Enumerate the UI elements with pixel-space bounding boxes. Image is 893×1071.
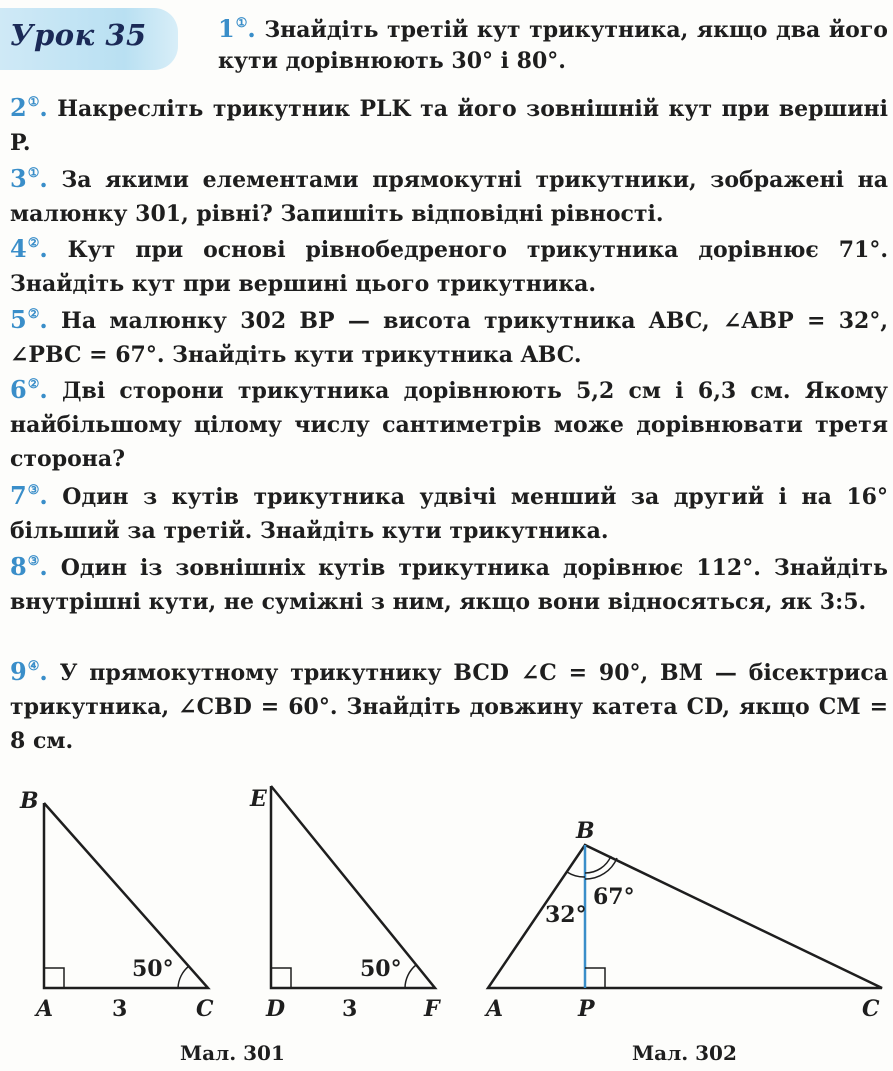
right-angle-mark	[271, 968, 291, 988]
task-number: 4	[10, 234, 27, 263]
angle-label: 50°	[360, 956, 402, 982]
vertex-label: A	[486, 996, 504, 1022]
task-text: Дві сторони трикутника дорівнюють 5,2 см і 6,3 см. Якому найбільшому цілому числу сантиметрів може дорівнювати третя сторона?	[10, 378, 888, 472]
triangle-def	[271, 786, 435, 988]
task-text: Кут при основі рівнобедреного трикутника дорівнює 71°. Знайдіть кут при вершині цього трикутника.	[10, 237, 888, 297]
figures	[0, 770, 893, 1070]
triangle-abc-outline	[44, 803, 208, 988]
task-text: Один із зовнішніх кутів трикутника дорівнює 112°. Знайдіть внутрішні кути, не суміжні з ним, якщо вони відносяться, як 3:5.	[10, 555, 888, 615]
level-mark: ②	[27, 307, 40, 322]
task-text: Накресліть трикутник PLK та його зовнішній кут при вершині P.	[10, 96, 888, 156]
task-text: У прямокутному трикутнику BCD ∠C = 90°, BM — бісектриса трикутника, ∠CBD = 60°. Знайдіть довжину катета CD, якщо CM = 8 см.	[10, 660, 888, 754]
task-number: 9	[10, 657, 27, 686]
task-8: 8③. Один із зовнішніх кутів трикутника дорівнює 112°. Знайдіть внутрішні кути, не суміжні з ним, якщо вони відносяться, як 3:5.	[10, 545, 888, 619]
right-angle-mark	[44, 968, 64, 988]
side-label: 3	[112, 996, 128, 1022]
task-3: 3①. За якими елементами прямокутні трикутники, зображені на малюнку 301, рівні? Запишіть відповідні рівності.	[10, 157, 888, 231]
vertex-label: C	[196, 996, 214, 1022]
level-mark: ④	[27, 659, 40, 674]
vertex-label: C	[862, 996, 880, 1022]
task-2: 2①. Накресліть трикутник PLK та його зовнішній кут при вершині P.	[10, 86, 888, 160]
task-9: 9④. У прямокутному трикутнику BCD ∠C = 90°, BM — бісектриса трикутника, ∠CBD = 60°. Знайдіть довжину катета CD, якщо CM = 8 см.	[10, 650, 888, 758]
figure-caption: Мал. 301	[180, 1041, 285, 1065]
task-text: Один з кутів трикутника удвічі менший за другий і на 16° більший за третій. Знайдіть кути трикутника.	[10, 484, 888, 544]
triangle-abc	[44, 803, 208, 988]
level-mark: ②	[27, 377, 40, 392]
task-text: За якими елементами прямокутні трикутники, зображені на малюнку 301, рівні? Запишіть відповідні рівності.	[10, 167, 888, 227]
triangle-def-outline	[271, 786, 435, 988]
level-mark: ③	[27, 483, 40, 498]
task-text: Знайдіть третій кут трикутника, якщо два його кути дорівнюють 30° і 80°.	[218, 17, 888, 74]
angle-label: 50°	[132, 956, 174, 982]
task-4: 4②. Кут при основі рівнобедреного трикутника дорівнює 71°. Знайдіть кут при вершині цього трикутника.	[10, 227, 888, 301]
task-text: На малюнку 302 BP — висота трикутника ABC, ∠ABP = 32°, ∠PBC = 67°. Знайдіть кути трикутника ABC.	[10, 308, 888, 368]
angle-arc	[405, 965, 416, 988]
task-5: 5②. На малюнку 302 BP — висота трикутника ABC, ∠ABP = 32°, ∠PBC = 67°. Знайдіть кути трикутника ABC.	[10, 298, 888, 372]
side-label: 3	[342, 996, 358, 1022]
task-number: 7	[10, 481, 27, 510]
task-number: 1	[218, 14, 235, 43]
task-number: 8	[10, 552, 27, 581]
vertex-label: B	[20, 788, 39, 814]
level-mark: ①	[27, 166, 40, 181]
angle-arc	[178, 966, 189, 988]
vertex-label: A	[36, 996, 54, 1022]
task-6: 6②. Дві сторони трикутника дорівнюють 5,2 см і 6,3 см. Якому найбільшому цілому числу сантиметрів може дорівнювати третя сторона?	[10, 368, 888, 476]
vertex-label: B	[576, 818, 595, 844]
level-mark: ②	[27, 236, 40, 251]
figure-caption: Мал. 302	[632, 1041, 737, 1065]
level-mark: ③	[27, 554, 40, 569]
lesson-title: Урок 35	[10, 18, 147, 52]
task-number: 3	[10, 164, 27, 193]
vertex-label: D	[266, 996, 286, 1022]
task-number: 6	[10, 375, 27, 404]
task-number: 2	[10, 93, 27, 122]
vertex-label: P	[578, 996, 595, 1022]
level-mark: ①	[27, 95, 40, 110]
angle-label: 32°	[545, 902, 587, 928]
task-1: 1①. Знайдіть третій кут трикутника, якщо два його кути дорівнюють 30° і 80°.	[218, 8, 888, 77]
vertex-label: E	[250, 786, 267, 812]
vertex-label: F	[424, 996, 440, 1022]
right-angle-mark	[585, 968, 605, 988]
angle-arc-left	[567, 872, 585, 877]
task-number: 5	[10, 305, 27, 334]
angle-label: 67°	[593, 884, 635, 910]
task-7: 7③. Один з кутів трикутника удвічі менший за другий і на 16° більший за третій. Знайдіть кути трикутника.	[10, 474, 888, 548]
level-mark: ①	[235, 16, 248, 31]
